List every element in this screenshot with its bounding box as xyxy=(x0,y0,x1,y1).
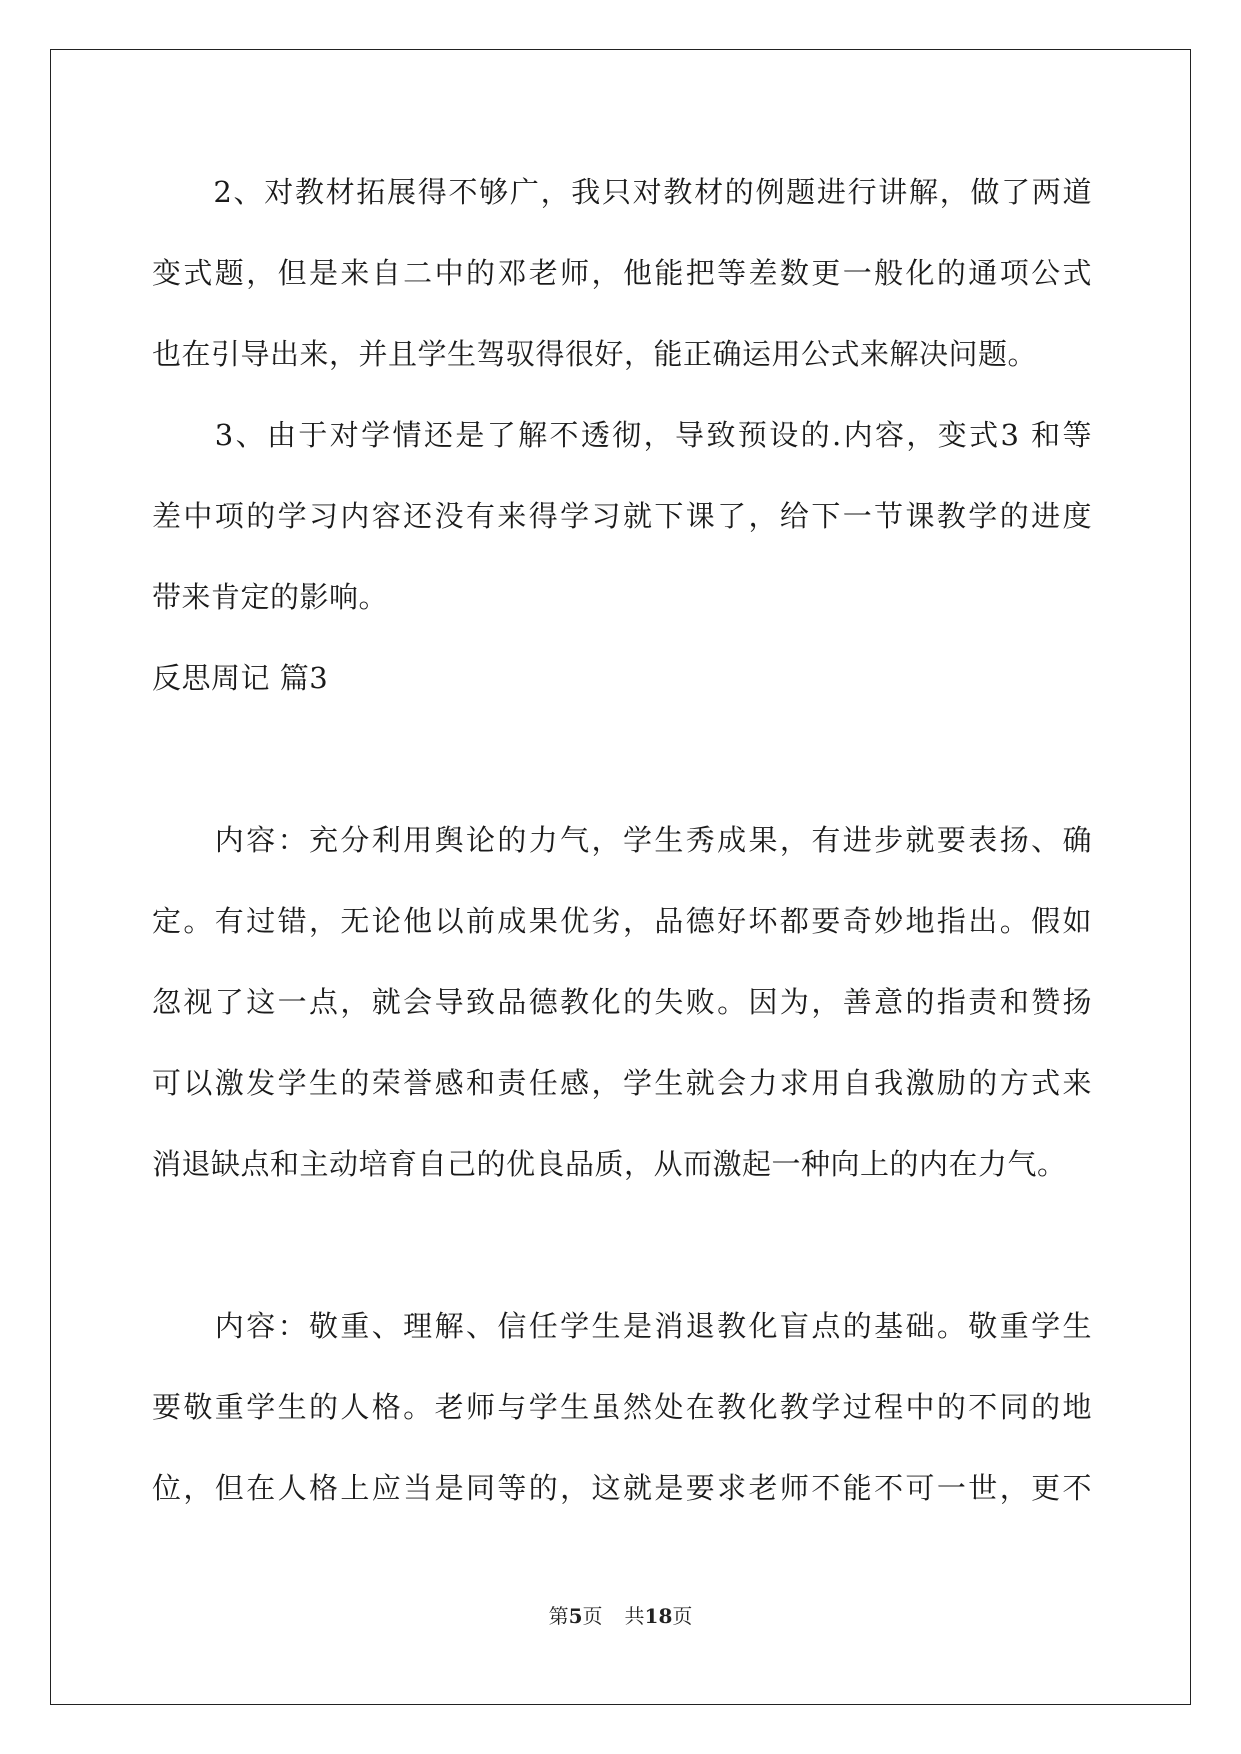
footer-total-prefix: 共 xyxy=(624,1604,645,1628)
paragraph-line: 可以激发学生的荣誉感和责任感，学生就会力求用自我激励的方式来 xyxy=(152,1066,1092,1100)
paragraph-line: 变式题，但是来自二中的邓老师，他能把等差数更一般化的通项公式 xyxy=(152,256,1092,290)
paragraph-line: 消退缺点和主动培育自己的优良品质，从而激起一种向上的内在力气。 xyxy=(152,1147,1067,1181)
paragraph-line: 定。有过错，无论他以前成果优劣，品德好坏都要奇妙地指出。假如 xyxy=(152,904,1092,938)
paragraph-line: 带来肯定的影响。 xyxy=(152,580,389,614)
paragraph-line: 忽视了这一点，就会导致品德教化的失败。因为，善意的指责和赞扬 xyxy=(152,985,1092,1019)
paragraph-line: 位，但在人格上应当是同等的，这就是要求老师不能不可一世，更不 xyxy=(152,1471,1092,1505)
paragraph-line: 3、由于对学情还是了解不透彻，导致预设的.内容，变式3 和等 xyxy=(152,418,1092,452)
paragraph-line: 内容：充分利用舆论的力气，学生秀成果，有进步就要表扬、确 xyxy=(152,823,1092,857)
footer-page-suffix: 页 xyxy=(582,1604,603,1628)
page-footer xyxy=(0,1604,1241,1628)
paragraph-line: 差中项的学习内容还没有来得学习就下课了，给下一节课教学的进度 xyxy=(152,499,1092,533)
page-border xyxy=(50,49,1191,1705)
paragraph-line: 内容：敬重、理解、信任学生是消退教化盲点的基础。敬重学生 xyxy=(152,1309,1092,1343)
section-heading: 反思周记 篇3 xyxy=(152,661,329,695)
footer-total-pages: 18 xyxy=(644,1604,673,1628)
footer-total-suffix: 页 xyxy=(672,1604,693,1628)
footer-page-prefix: 第 xyxy=(548,1604,569,1628)
paragraph-line: 2、对教材拓展得不够广，我只对教材的例题进行讲解，做了两道 xyxy=(152,175,1092,209)
footer-page-number: 5 xyxy=(568,1604,583,1628)
paragraph-line: 也在引导出来，并且学生驾驭得很好，能正确运用公式来解决问题。 xyxy=(152,337,1038,371)
paragraph-line: 要敬重学生的人格。老师与学生虽然处在教化教学过程中的不同的地 xyxy=(152,1390,1092,1424)
